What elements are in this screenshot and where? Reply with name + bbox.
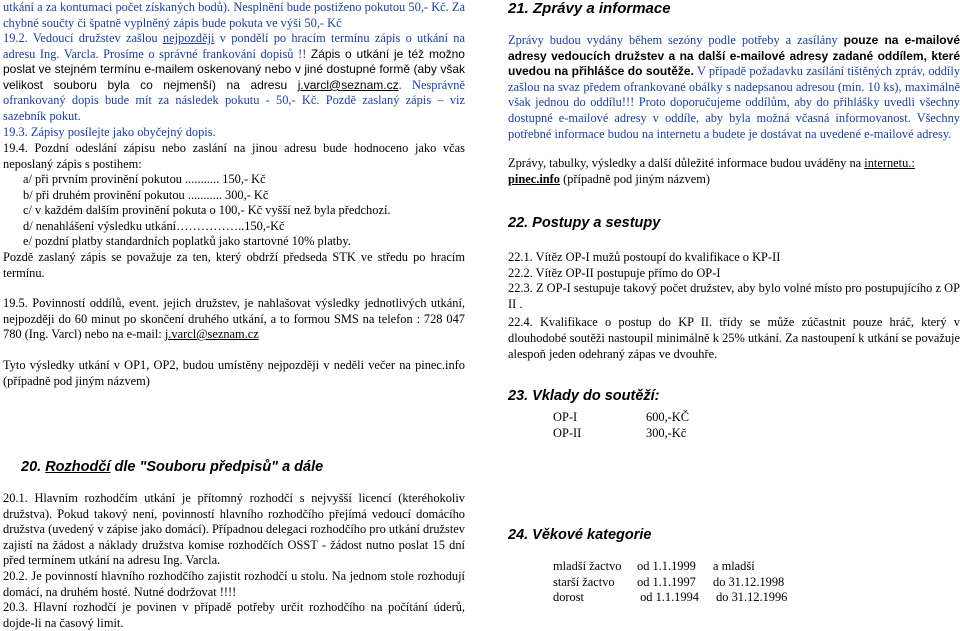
section-24-heading: 24. Věkové kategorie (508, 527, 652, 543)
age-from: od 1.1.1994 (637, 590, 699, 605)
fees-table (553, 410, 689, 441)
paragraph-20-1: 20.1. Hlavním rozhodčím utkání je přítomný rozhodčí s nejvyšší licencí (kteréhokoliv družstva). Pokud takový není, povinností hlavního rozhodčího přejímá vedoucí domácího družstva (uvedený v zápise jako domácí). Případnou delegaci rozhodčího pro utkání družstev zajistí na žádost a náklady družstva komise rozhodčích OSST - žádost nutno poslat 15 dní před termínem utkání na adresu Ing. Varcla. (3, 491, 465, 568)
promotion-item: 22.3. Z OP-I sestupuje takový počet družstev, aby bylo volné místo pro postupujícího z OP II . (508, 281, 960, 311)
fee-label: OP-I (553, 410, 578, 424)
paragraph-19-4: 19.4. Pozdní odeslání zápisu nebo zaslání na jinou adresu bude hodnoceno jako včas neposlaný zápis s postihem: (3, 141, 465, 171)
internet-link[interactable]: internetu.: (864, 156, 915, 170)
age-row (553, 575, 787, 591)
promotion-item: 22.4. Kvalifikace o postup do KP II. třídy se může zúčastnit pouze hráč, který v dlouhodobé soutěži nastoupil minimálně k 25% utkání. Za nastoupení k utkání se považuje alespoň jeden odehraný zápas ve dvouhře. (508, 315, 960, 361)
promotion-item: 22.2. Vítěz OP-II postupuje přímo do OP-I (508, 265, 721, 280)
promotion-item: 22.1. Vítěz OP-I mužů postoupí do kvalifikace o KP-II (508, 250, 781, 264)
promotion-list (508, 250, 960, 362)
paragraph-19-5: 19.5. Povinností oddílů, event. jejich družstev, je nahlašovat výsledky jednotlivých utkání, nejpozději do 60 minut po skončení druhého utkání, a to formou SMS na telefon : 728 047 780 (Ing. Varcl) nebo na e-mail: j.varcl@seznam.cz (3, 296, 465, 342)
paragraph-19-3: 19.3. Zápisy posílejte jako obyčejný dopis. (3, 125, 216, 139)
paragraph-21-news: Zprávy budou vydány během sezóny podle potřeby a zasílány pouze na e-mailové adresy vedoucích družstev a na další e-mailové adresy zadané oddílem, které uvedou na přihlášce do soutěže. V případě požadavku zasílání tištěných zpráv, oddíly zašlou na svaz předem ofrankované obálky s nadepsanou adresou (min. 10 ks), maximálně však jednou do oddílu!!! Proto doporučujeme oddílům, aby do přihlášky uvedli všechny dostupné e-mailové adresy v oddíle, aby byla možná včasná informovanost. Všechny potřebné informace budou na internetu a budete je dostávat na uvedené e-mailové adresy. (508, 33, 960, 141)
fine-item: c/ v každém dalším provinění pokuta o 100,- Kč vyšší než byla předchozí. (23, 203, 391, 218)
paragraph-21-internet: Zprávy, tabulky, výsledky a další důležité informace budou uváděny na internetu.: pinec.info (případně pod jiným názvem) (508, 156, 915, 186)
age-category: starší žactvo (553, 574, 615, 589)
age-row (553, 590, 787, 606)
fee-row (553, 426, 689, 442)
age-category: dorost (553, 590, 584, 605)
paragraph-20-2: 20.2. Je povinností hlavního rozhodčího zajistit rozhodčí u stolu. Na jednom stole rozhodují domácí, na druhém hosté. Nutné dodržovat !!!! (3, 569, 465, 599)
paragraph-results: Tyto výsledky utkání v OP1, OP2, budou umístěny nejpozději v neděli večer na pinec.info (případně pod jiným názvem) (3, 358, 465, 388)
fines-list (23, 172, 463, 250)
age-to: do 31.12.1996 (713, 590, 788, 605)
fine-item: a/ při prvním provinění pokutou ........... 150,- Kč (23, 172, 266, 186)
section-20-heading: 20. Rozhodčí dle "Souboru předpisů" a dále (21, 459, 324, 475)
age-row (553, 559, 787, 575)
age-to: do 31.12.1998 (713, 574, 785, 589)
fee-row (553, 410, 689, 426)
fee-value: 300,-Kč (646, 425, 687, 440)
age-table (553, 559, 787, 606)
paragraph-19-2: 19.2. Vedoucí družstev zašlou nejpozději v pondělí po hracím termínu zápis o utkání na adresu Ing. Varcla. Prosíme o správné frankování dopisů !! Zápis o utkání je též možno poslat ve stejném termínu e-mailem oskenovaný nebo v jiné dostupné formě (aby však velikost souboru byla co nejmenší) na adresu j.varcl@seznam.cz. Nesprávně ofrankovaný dopis bude mít za následek pokutu - 50,- Kč. Pozdě zaslaný zápis – viz sazebník pokut. (3, 31, 465, 123)
fee-value: 600,-KČ (646, 410, 690, 424)
paragraph-19-1-tail: utkání a za kontumaci počet získaných bodů). Nesplnění bude postiženo pokutou 50,- Kč. Za chybné součty či špatně vyplněný zápis bude pokuta ve výši 50,- Kč (3, 0, 465, 30)
section-22-heading: 22. Postupy a sestupy (508, 215, 661, 231)
section-21-heading: 21. Zprávy a informace (508, 0, 671, 17)
fine-item: b/ při druhém provinění pokutou ........... 300,- Kč (23, 187, 269, 202)
pinec-link[interactable]: pinec.info (508, 171, 560, 186)
email-link[interactable]: j.varcl@seznam.cz (164, 327, 259, 342)
age-from: od 1.1.1999 (637, 559, 696, 573)
fee-label: OP-II (553, 425, 582, 440)
age-category: mladší žactvo (553, 559, 622, 573)
section-23-heading: 23. Vklady do soutěží: (508, 388, 660, 404)
age-from: od 1.1.1997 (637, 574, 696, 589)
fine-item: d/ nenahlášení výsledku utkání……………..150,-Kč (23, 218, 285, 233)
paragraph-late-record: Pozdě zaslaný zápis se považuje za ten, který obdrží předseda STK ve středu po hracím termínu. (3, 250, 465, 280)
fine-item: e/ pozdní platby standardních poplatků jako startovné 10% platby. (23, 234, 351, 249)
age-to: a mladší (713, 559, 755, 573)
email-link[interactable]: j.varcl@seznam.cz (297, 77, 399, 92)
paragraph-20-3: 20.3. Hlavní rozhodčí je povinen v případě potřeby určit rozhodčího na počítání úderů, dojde-li na časový limit. (3, 600, 465, 630)
